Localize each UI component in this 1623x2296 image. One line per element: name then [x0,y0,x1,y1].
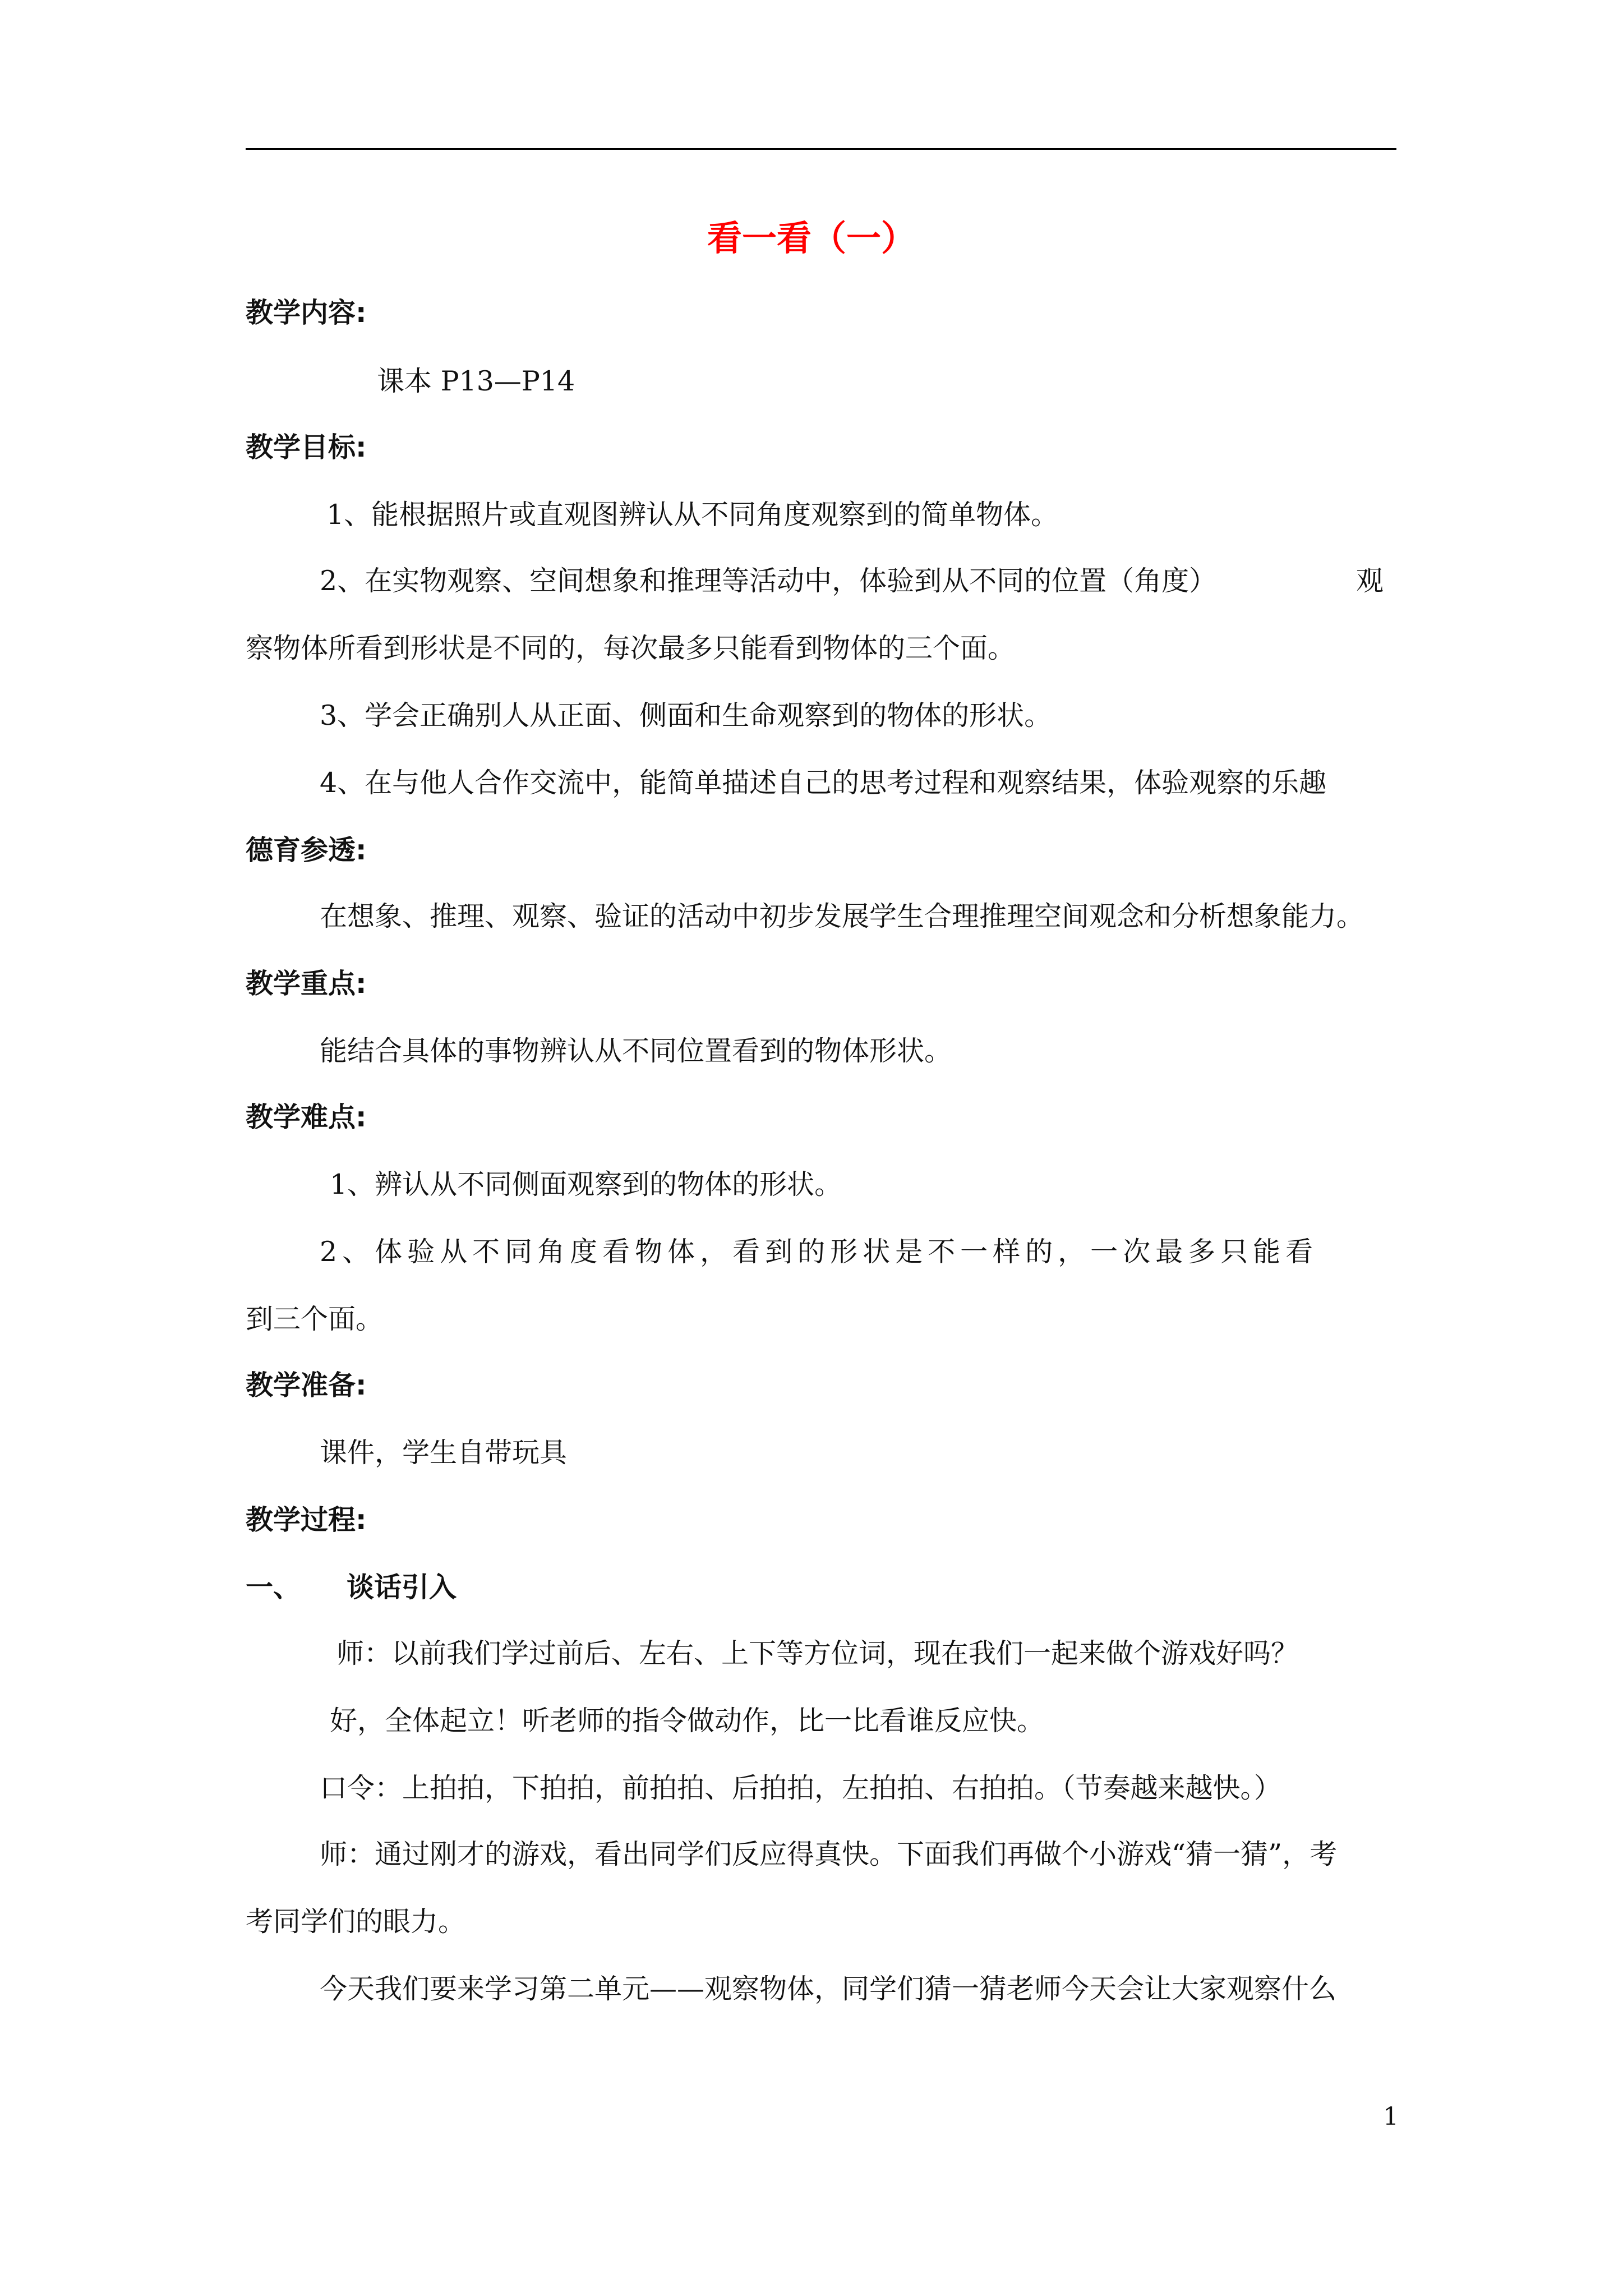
paragraph-1: 师：以前我们学过前后、左右、上下等方位词，现在我们一起来做个游戏好吗？ [336,1637,1299,1669]
key-text: 能结合具体的事物辨认从不同位置看到的物体形状。 [320,1035,952,1067]
goal-1: 1、能根据照片或直观图辨认从不同角度观察到的简单物体。 [326,499,1059,531]
paragraph-3: 口令：上拍拍，下拍拍，前拍拍、后拍拍，左拍拍、右拍拍。（节奏越来越快。） [320,1772,1282,1804]
key-heading: 教学重点: [246,968,367,1000]
paragraph-5: 今天我们要来学习第二单元——观察物体，同学们猜一猜老师今天会让大家观察什么 [320,1973,1337,2005]
prep-heading: 教学准备: [246,1369,367,1401]
goal-3: 3、学会正确别人从正面、侧面和生命观察到的物体的形状。 [320,700,1052,731]
content-heading: 教学内容: [246,297,367,329]
document-title: 看一看（一） [707,218,916,259]
moral-heading: 德育参透: [246,834,367,866]
part-1-title: 谈话引入 [347,1571,457,1603]
paragraph-2: 好，全体起立！听老师的指令做动作，比一比看谁反应快。 [330,1705,1045,1737]
paragraph-4-line-1: 师：通过刚才的游戏，看出同学们反应得真快。下面我们再做个小游戏“猜一猜”，考 [320,1838,1338,1870]
goal-2-line-2: 察物体所看到形状是不同的，每次最多只能看到物体的三个面。 [246,632,1016,664]
header-rule [246,148,1396,150]
page-number: 1 [1383,2102,1399,2131]
content-text: 课本 P13—P14 [377,365,575,397]
goal-2-tail: 观 [1356,565,1384,597]
prep-text: 课件，学生自带玩具 [320,1437,568,1469]
part-1-number: 一、 [246,1571,301,1603]
difficulty-1: 1、辨认从不同侧面观察到的物体的形状。 [330,1168,842,1200]
goals-heading: 教学目标: [246,431,367,463]
paragraph-4-line-2: 考同学们的眼力。 [246,1906,466,1938]
goal-2-line-1: 2、在实物观察、空间想象和推理等活动中，体验到从不同的位置（角度） [320,565,1217,597]
difficulty-2-line-1: 2、体验从不同角度看物体，看到的形状是不一样的，一次最多只能看 [320,1236,1318,1268]
difficulty-2-line-2: 到三个面。 [246,1303,384,1335]
moral-text: 在想象、推理、观察、验证的活动中初步发展学生合理推理空间观念和分析想象能力。 [320,900,1364,932]
process-heading: 教学过程: [246,1504,367,1536]
difficulty-heading: 教学难点: [246,1101,367,1133]
goal-4: 4、在与他人合作交流中，能简单描述自己的思考过程和观察结果，体验观察的乐趣 [320,767,1327,799]
